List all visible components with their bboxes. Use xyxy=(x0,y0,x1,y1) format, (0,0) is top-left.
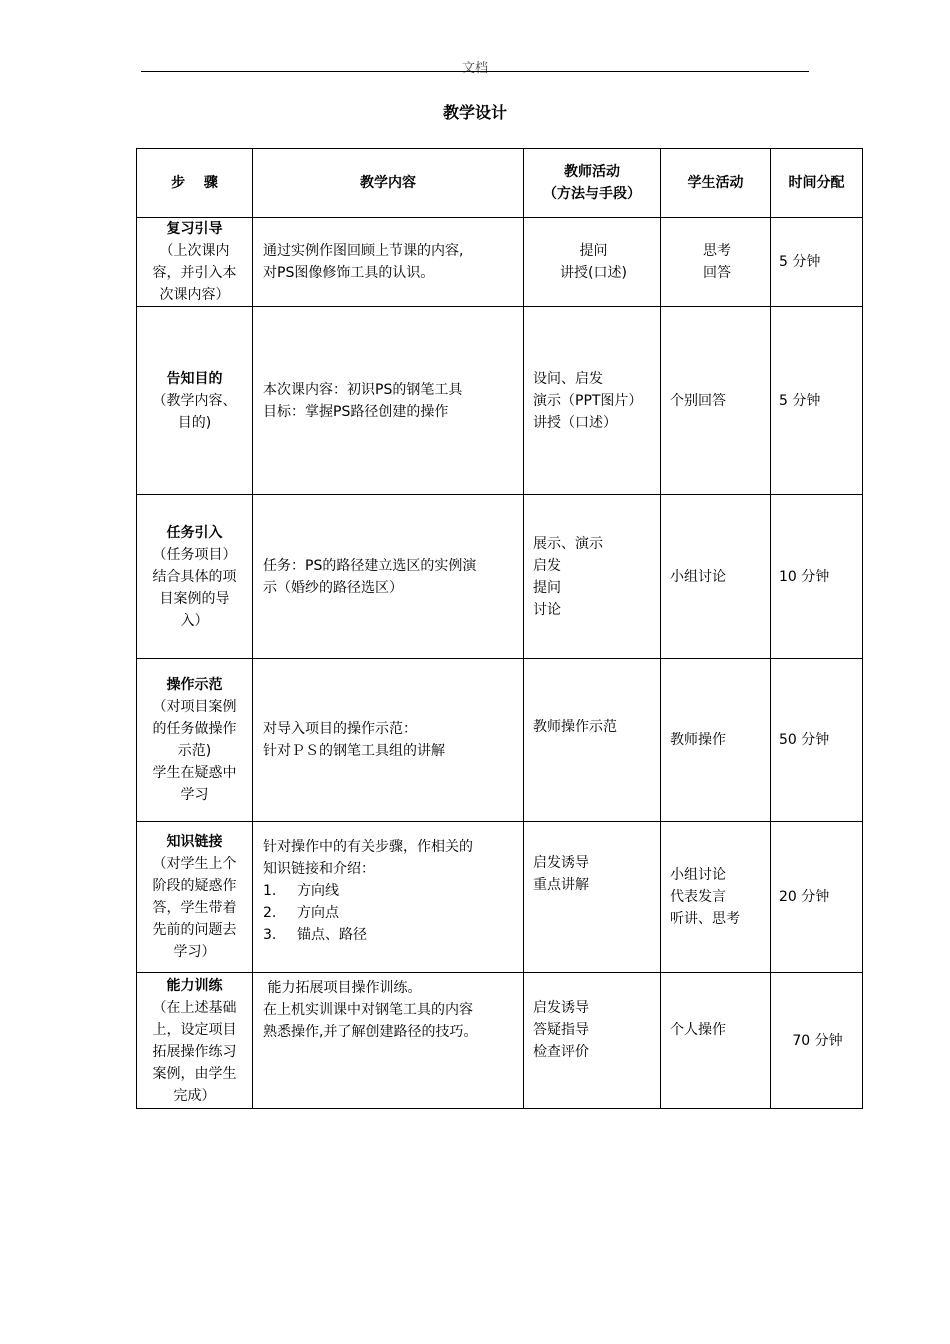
content-line: 能力拓展项目操作训练。 xyxy=(263,980,422,996)
student-line: 回答 xyxy=(703,265,731,281)
student-cell xyxy=(661,218,771,307)
step-desc: 学习） xyxy=(173,944,216,960)
table-row xyxy=(137,495,863,659)
step-desc: （在上述基础 xyxy=(152,999,237,1016)
student-cell xyxy=(661,822,771,973)
teacher-line: 启发诱导 xyxy=(533,1000,589,1016)
teacher-line: 检查评价 xyxy=(533,1044,589,1060)
knowledge-list xyxy=(263,880,515,946)
list-item: 1. 方向线 xyxy=(263,883,339,899)
teacher-cell xyxy=(524,307,661,495)
content-line: 针对操作中的有关步骤，作相关的 xyxy=(263,839,473,855)
table-row xyxy=(137,307,863,495)
time-cell: 70 分钟 xyxy=(771,973,863,1109)
step-desc: 完成） xyxy=(173,1087,216,1104)
header-teacher-line1: 教师活动 xyxy=(564,164,620,180)
table-row xyxy=(137,822,863,973)
header-time: 时间分配 xyxy=(771,149,863,218)
student-line: 小组讨论 xyxy=(670,867,726,883)
teacher-cell xyxy=(524,659,661,822)
teacher-line: 设问、启发 xyxy=(533,370,603,387)
teacher-line: 答疑指导 xyxy=(533,1022,589,1038)
time-cell: 5 分钟 xyxy=(771,307,863,495)
step-title: 任务引入 xyxy=(166,524,223,541)
content-line: 目标：掌握PS路径创建的操作 xyxy=(263,403,449,420)
content-cell xyxy=(253,495,524,659)
teacher-line: 演示（PPT图片） xyxy=(533,392,643,409)
step-cell xyxy=(137,973,253,1109)
step-desc: （对项目案例 xyxy=(152,699,237,715)
document-title: 教学设计 xyxy=(442,103,507,122)
step-desc: 次课内容） xyxy=(159,287,230,303)
content-cell xyxy=(253,973,524,1109)
student-line: 小组讨论 xyxy=(670,568,726,585)
teacher-line: 启发 xyxy=(533,557,561,574)
step-title: 告知目的 xyxy=(166,370,223,387)
teacher-cell xyxy=(524,822,661,973)
time-cell: 5 分钟 xyxy=(771,218,863,307)
step-desc: 上，设定项目 xyxy=(152,1021,237,1038)
content-line: 熟悉操作,并了解创建路径的技巧。 xyxy=(263,1024,478,1040)
step-desc: 结合具体的项 xyxy=(152,568,237,585)
teacher-line: 讲授(口述) xyxy=(560,265,627,281)
teacher-line: 教师操作示范 xyxy=(533,719,617,735)
table-header-row xyxy=(137,149,863,218)
teacher-cell xyxy=(524,495,661,659)
step-cell xyxy=(137,307,253,495)
teacher-line: 展示、演示 xyxy=(533,535,603,552)
header-student: 学生活动 xyxy=(661,149,771,218)
step-title: 知识链接 xyxy=(166,834,223,850)
content-cell xyxy=(253,218,524,307)
content-line: 通过实例作图回顾上节课的内容, xyxy=(263,243,464,259)
step-desc: （教学内容、 xyxy=(152,392,237,409)
step-desc: 答，学生带着 xyxy=(152,900,237,916)
step-desc: （任务项目） xyxy=(152,546,237,563)
list-item: 3. 锚点、路径 xyxy=(263,927,367,943)
teacher-line: 讨论 xyxy=(533,601,561,618)
step-title: 复习引导 xyxy=(166,221,223,237)
teacher-cell xyxy=(524,973,661,1109)
step-desc: 的任务做操作 xyxy=(152,721,237,737)
step-desc: （上次课内 xyxy=(159,243,230,259)
student-cell xyxy=(661,307,771,495)
header-rule xyxy=(141,71,809,72)
student-cell xyxy=(661,659,771,822)
table-row xyxy=(137,218,863,307)
step-desc: 学习 xyxy=(180,787,209,803)
list-item: 2. 方向点 xyxy=(263,905,339,921)
content-line: 针对ＰＳ的钢笔工具组的讲解 xyxy=(263,743,445,759)
student-cell xyxy=(661,973,771,1109)
content-cell xyxy=(253,659,524,822)
student-line: 代表发言 xyxy=(670,889,726,905)
student-line: 听讲、思考 xyxy=(670,911,740,927)
step-desc: 目案例的导 xyxy=(159,590,230,607)
teacher-line: 讲授（口述） xyxy=(533,414,617,431)
content-line: 本次课内容：初识PS的钢笔工具 xyxy=(263,381,463,398)
step-desc: 入） xyxy=(180,612,209,629)
step-cell xyxy=(137,218,253,307)
time-cell: 20 分钟 xyxy=(771,822,863,973)
table-row xyxy=(137,659,863,822)
content-cell xyxy=(253,307,524,495)
teacher-line: 提问 xyxy=(533,579,561,596)
step-desc: 学生在疑惑中 xyxy=(152,765,237,781)
step-desc: （对学生上个 xyxy=(152,856,237,872)
teacher-line: 启发诱导 xyxy=(533,855,589,871)
content-line: 对导入项目的操作示范： xyxy=(263,721,417,737)
step-desc: 示范) xyxy=(177,743,212,759)
step-title: 能力训练 xyxy=(166,977,223,994)
header-content: 教学内容 xyxy=(253,149,524,218)
student-line: 个人操作 xyxy=(670,1022,726,1038)
step-desc: 目的) xyxy=(177,414,212,431)
content-cell xyxy=(253,822,524,973)
step-title: 操作示范 xyxy=(166,677,223,693)
time-cell: 50 分钟 xyxy=(771,659,863,822)
step-desc: 容，并引入本 xyxy=(152,265,237,281)
header-teacher xyxy=(524,149,661,218)
content-line: 知识链接和介绍： xyxy=(263,861,375,877)
student-line: 思考 xyxy=(703,243,731,259)
header-step: 步 骤 xyxy=(137,149,253,218)
time-cell: 10 分钟 xyxy=(771,495,863,659)
lesson-plan-table xyxy=(136,148,863,1109)
student-cell xyxy=(661,495,771,659)
content-line: 对PS图像修饰工具的认识。 xyxy=(263,265,435,281)
step-desc: 先前的问题去 xyxy=(152,922,237,938)
teacher-line: 重点讲解 xyxy=(533,877,589,893)
step-cell xyxy=(137,822,253,973)
header-teacher-line2: （方法与手段） xyxy=(543,186,641,202)
step-cell xyxy=(137,495,253,659)
step-desc: 案例，由学生 xyxy=(152,1065,237,1082)
teacher-line: 提问 xyxy=(579,243,608,259)
content-line: 示（婚纱的路径选区） xyxy=(263,579,403,596)
student-line: 个别回答 xyxy=(670,392,726,409)
page-header-text: 文档 xyxy=(461,61,488,76)
content-line: 任务：PS的路径建立选区的实例演 xyxy=(263,557,477,574)
step-desc: 阶段的疑惑作 xyxy=(152,878,237,894)
step-desc: 拓展操作练习 xyxy=(152,1043,237,1060)
teacher-cell xyxy=(524,218,661,307)
content-line: 在上机实训课中对钢笔工具的内容 xyxy=(263,1002,473,1018)
step-cell xyxy=(137,659,253,822)
table-row xyxy=(137,973,863,1109)
student-line: 教师操作 xyxy=(670,732,726,748)
